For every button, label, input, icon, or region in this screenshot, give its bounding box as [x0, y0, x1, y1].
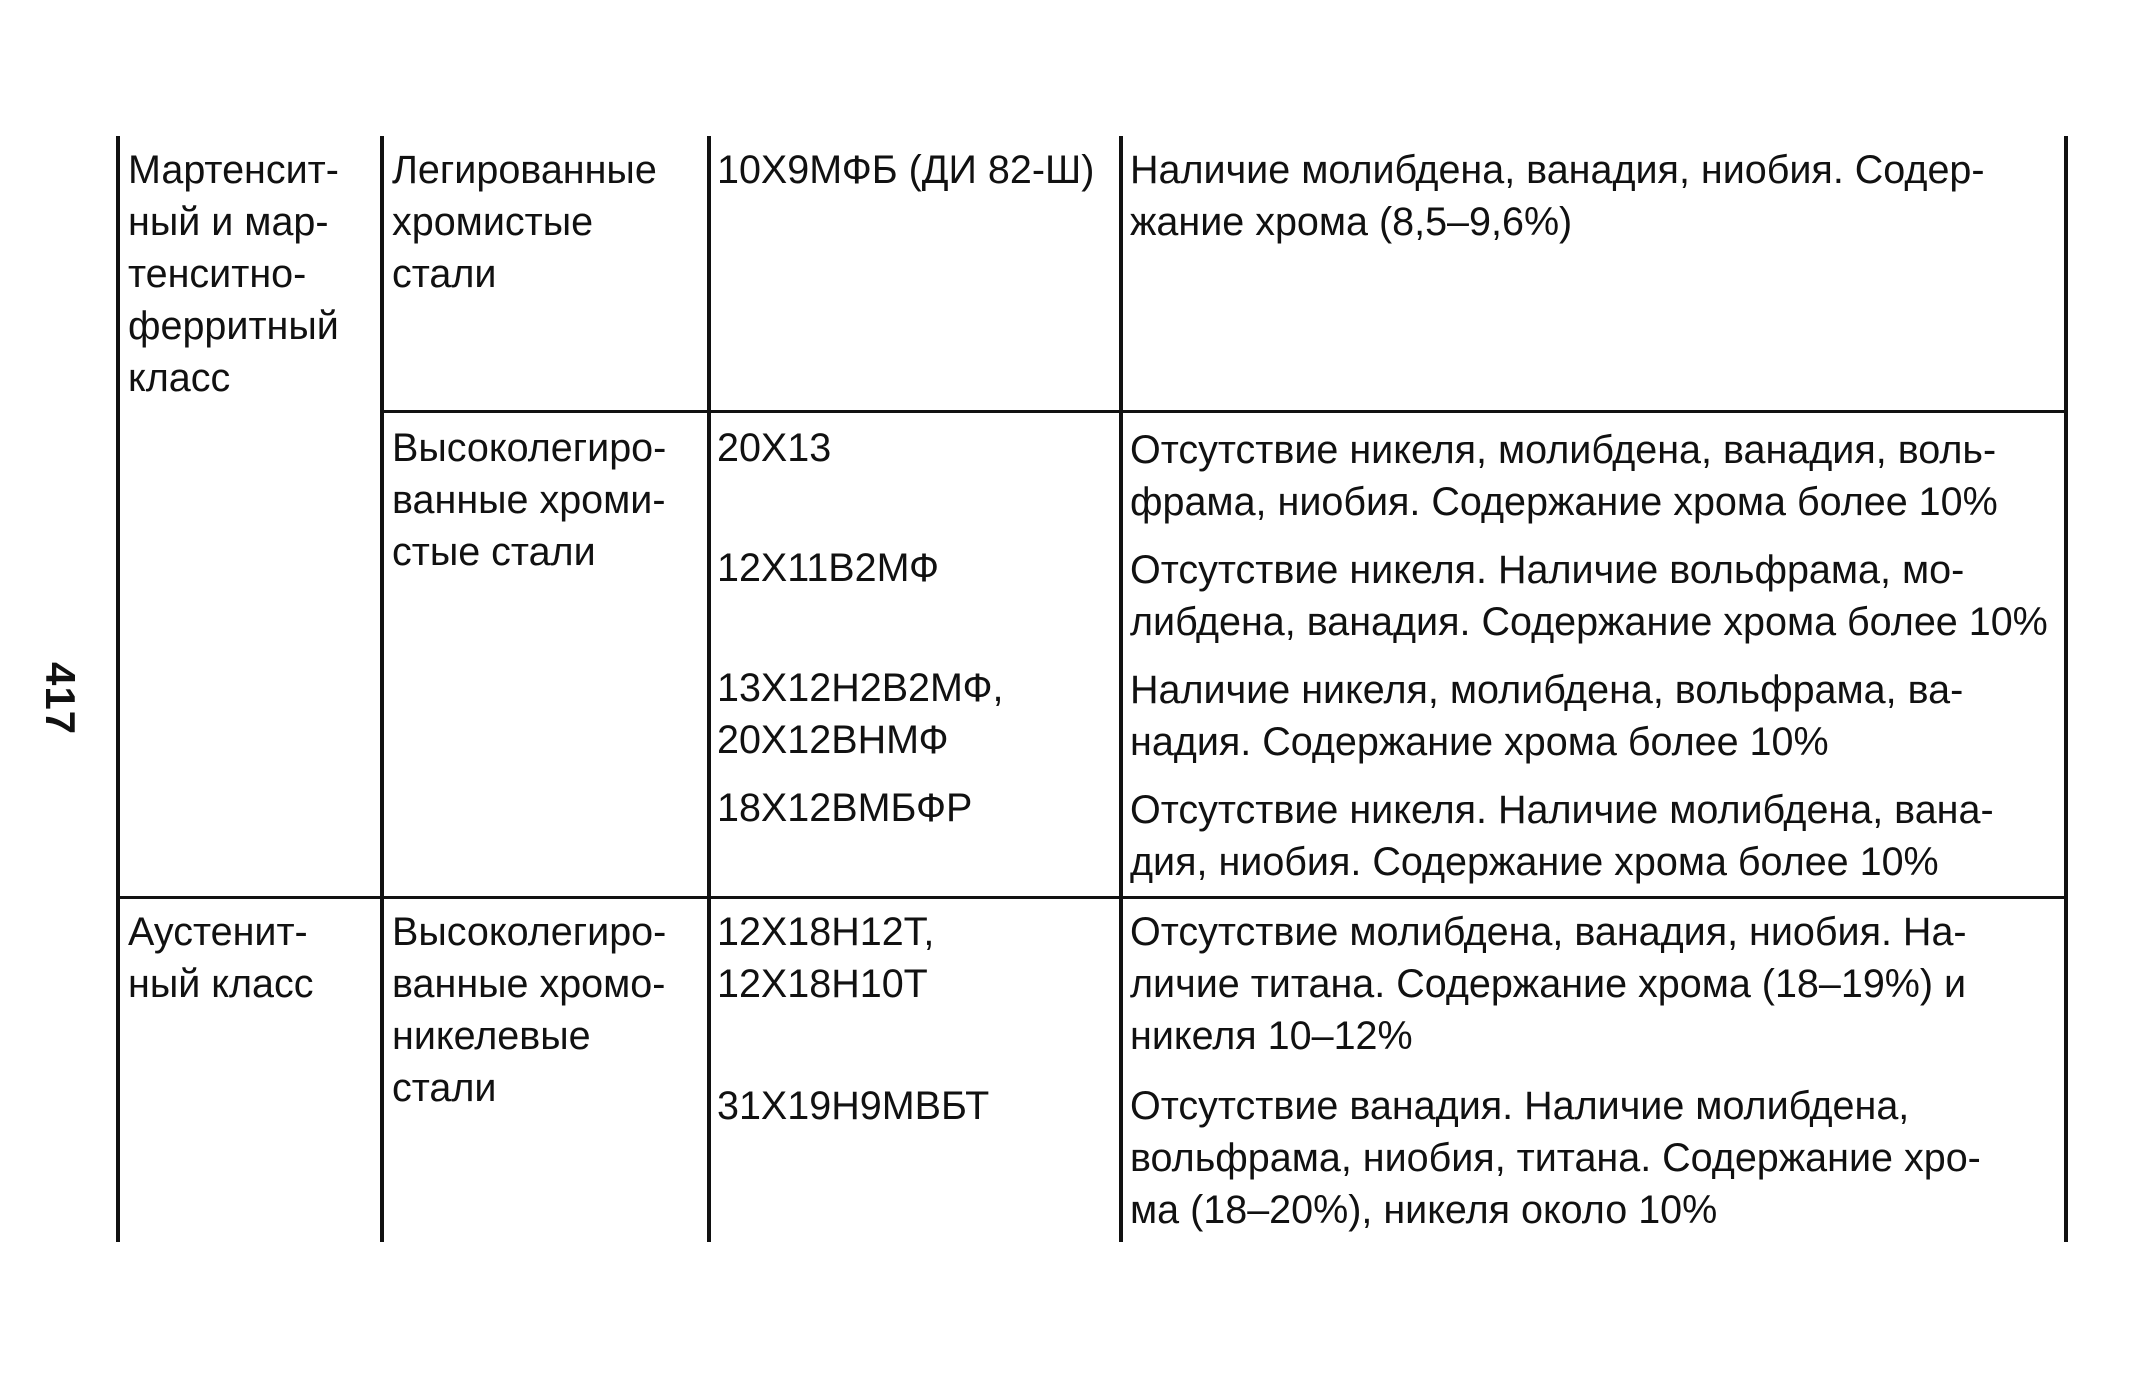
table-row-divider [116, 896, 2068, 899]
grade-cell: 12Х18Н12Т, 12Х18Н10Т [717, 910, 935, 1006]
grade-cell: 20Х13 [717, 426, 832, 470]
note-cell: Отсутствие никеля. Наличие молибдена, вана- дия, ниобия. Содержание хрома более 10% [1130, 788, 1994, 884]
table-divider-1 [380, 136, 384, 1242]
group-cell: Легированные хромистые стали [392, 148, 657, 296]
grade-cell: 31Х19Н9МВБТ [717, 1084, 990, 1128]
grade-cell: 10Х9МФБ (ДИ 82-Ш) [717, 148, 1095, 192]
grade-cell: 13Х12Н2В2МФ, 20Х12ВНМФ [717, 666, 1004, 762]
table-divider-3 [1119, 136, 1123, 1242]
note-cell: Отсутствие молибдена, ванадия, ниобия. На- личие титана. Содержание хрома (18–19%) и никеля 10–12% [1130, 910, 1967, 1058]
group-cell: Высоколегиро- ванные хроми- стые стали [392, 426, 667, 574]
table-row-divider [380, 410, 2068, 413]
note-cell: Отсутствие никеля, молибдена, ванадия, воль- фрама, ниобия. Содержание хрома более 10% [1130, 428, 1998, 524]
class-cell: Аустенит- ный класс [128, 910, 314, 1006]
page-number-text: 417 [37, 662, 84, 736]
class-cell: Мартенсит- ный и мар- тенситно- ферритный класс [128, 148, 339, 400]
table-border-left [116, 136, 120, 1242]
note-cell: Отсутствие ванадия. Наличие молибдена, вольфрама, ниобия, титана. Содержание хро- ма (18–20%), никеля около 10% [1130, 1084, 1981, 1232]
note-cell: Наличие никеля, молибдена, вольфрама, ва- надия. Содержание хрома более 10% [1130, 668, 1964, 764]
table-divider-2 [707, 136, 711, 1242]
grade-cell: 12Х11В2МФ [717, 546, 940, 590]
grade-cell: 18Х12ВМБФР [717, 786, 973, 830]
note-cell: Отсутствие никеля. Наличие вольфрама, мо- либдена, ванадия. Содержание хрома более 10% [1130, 548, 2048, 644]
table-border-right [2064, 136, 2068, 1242]
page-number [36, 662, 86, 752]
group-cell: Высоколегиро- ванные хромо- никелевые стали [392, 910, 667, 1110]
note-cell: Наличие молибдена, ванадия, ниобия. Содер- жание хрома (8,5–9,6%) [1130, 148, 1985, 244]
